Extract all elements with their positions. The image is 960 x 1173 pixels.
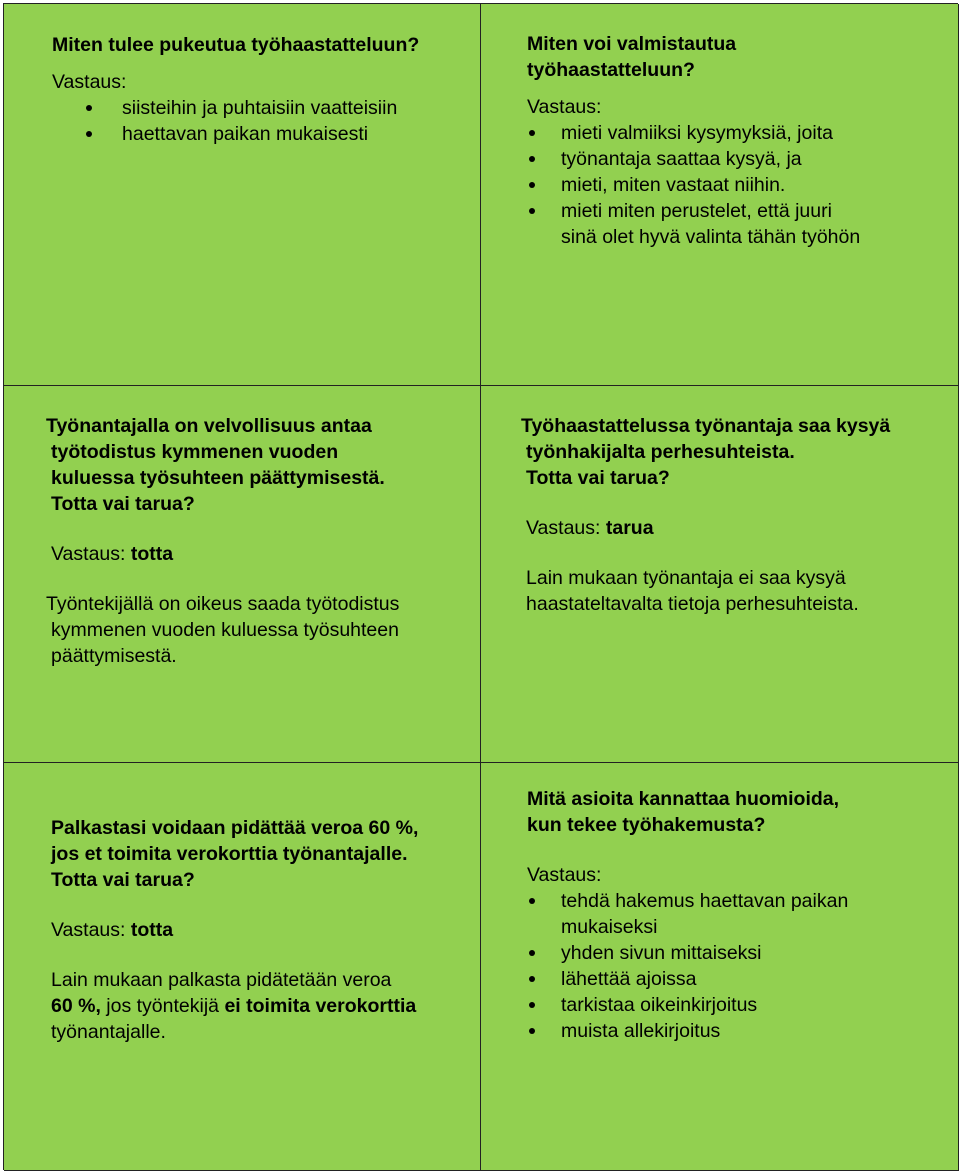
- bullet-icon: [86, 131, 92, 137]
- bullet-icon: [86, 105, 92, 111]
- list-item: siisteihin ja puhtaisiin vaatteisiin: [52, 95, 472, 121]
- card-question-line: työnhakijalta perhesuhteista.: [526, 441, 795, 463]
- list-item: työnantaja saattaa kysyä, ja: [527, 146, 947, 172]
- bullet-icon: [529, 130, 535, 136]
- card-question-line: Mitä asioita kannattaa huomioida,: [527, 788, 840, 810]
- bullet-icon: [529, 976, 535, 982]
- card-work-certificate: [4, 386, 481, 763]
- card-question-line: Miten voi valmistautua: [527, 33, 737, 55]
- card-question-line: Työhaastattelussa työnantaja saa kysyä: [521, 415, 891, 437]
- card-question-line: työhaastatteluun?: [527, 59, 695, 81]
- answer-label: Vastaus:: [527, 96, 602, 118]
- card-application-tips: [481, 763, 959, 1171]
- card-question-line: Totta vai tarua?: [51, 493, 195, 515]
- card-question-line: jos et toimita verokorttia työnantajalle.: [51, 843, 408, 865]
- answer-label: Vastaus:: [51, 919, 131, 941]
- card-dress-code: [4, 4, 481, 386]
- bullet-icon: [529, 182, 535, 188]
- answer-label: Vastaus:: [52, 71, 127, 93]
- answer-label: Vastaus:: [51, 543, 131, 565]
- bullet-icon: [529, 1028, 535, 1034]
- explanation-line: Lain mukaan työnantaja ei saa kysyä: [526, 567, 846, 589]
- card-question-line: kun tekee työhakemusta?: [527, 814, 766, 836]
- explanation-line: Lain mukaan palkasta pidätetään veroa: [51, 969, 392, 991]
- card-question-line: työtodistus kymmenen vuoden: [51, 441, 339, 463]
- answer-value: tarua: [605, 517, 654, 539]
- list-item: mieti, miten vastaat niihin.: [527, 172, 947, 198]
- explanation-line: haastateltavalta tietoja perhesuhteista.: [526, 593, 859, 615]
- card-family-questions: [481, 386, 959, 763]
- card-question-line: Palkastasi voidaan pidättää veroa 60 %,: [51, 817, 419, 839]
- list-item: muista allekirjoitus: [527, 1018, 947, 1044]
- list-item: yhden sivun mittaiseksi: [527, 940, 947, 966]
- answer-row: [521, 515, 951, 541]
- card-question-line: Totta vai tarua?: [526, 467, 670, 489]
- card-preparation: [481, 4, 959, 386]
- bullet-icon: [529, 156, 535, 162]
- answer-value: totta: [130, 543, 174, 565]
- explanation-line: päättymisestä.: [51, 645, 177, 667]
- answer-list: [527, 888, 947, 1044]
- card-question-line: Työnantajalla on velvollisuus antaa: [46, 415, 372, 437]
- bullet-icon: [529, 208, 535, 214]
- answer-row: [51, 917, 476, 943]
- list-item: mieti valmiiksi kysymyksiä, joita: [527, 120, 947, 146]
- list-item: tehdä hakemus haettavan paikan mukaiseksi: [527, 888, 901, 940]
- answer-label: Vastaus:: [527, 864, 602, 886]
- card-grid: [3, 3, 958, 1170]
- list-item: tarkistaa oikeinkirjoitus: [527, 992, 947, 1018]
- list-item: lähettää ajoissa: [527, 966, 947, 992]
- bullet-icon: [529, 1002, 535, 1008]
- answer-list: [52, 95, 472, 147]
- card-question-line: kuluessa työsuhteen päättymisestä.: [51, 467, 385, 489]
- card-question: Miten tulee pukeutua työhaastatteluun?: [52, 34, 420, 56]
- answer-list: [527, 120, 947, 250]
- explanation-line: työnantajalle.: [51, 1021, 166, 1043]
- card-question-line: Totta vai tarua?: [51, 869, 195, 891]
- bullet-icon: [529, 898, 535, 904]
- bullet-icon: [529, 950, 535, 956]
- list-item: mieti miten perustelet, että juuri sinä olet hyvä valinta tähän työhön: [527, 198, 861, 250]
- answer-label: Vastaus:: [526, 517, 606, 539]
- explanation-line: 60 %, jos työntekijä ei toimita verokorttia: [51, 995, 417, 1017]
- answer-row: [46, 541, 466, 567]
- card-tax-card: [4, 763, 481, 1171]
- answer-value: totta: [130, 919, 174, 941]
- list-item: haettavan paikan mukaisesti: [52, 121, 472, 147]
- explanation-line: kymmenen vuoden kuluessa työsuhteen: [51, 619, 399, 641]
- explanation-line: Työntekijällä on oikeus saada työtodistus: [46, 593, 400, 615]
